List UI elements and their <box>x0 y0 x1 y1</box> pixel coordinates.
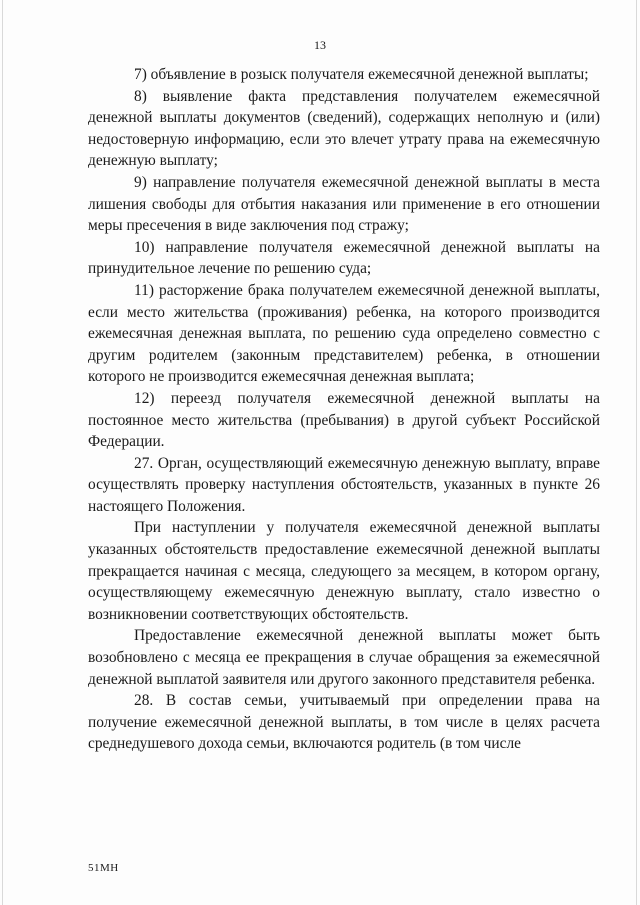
scan-edge-left <box>2 0 3 905</box>
paragraph-termination: При наступлении у получателя ежемесячной денежной выплаты указанных обстоятельств предоставление ежемесячной денежной выплаты прекращается начиная с месяца, следующего за месяцем, в котором органу, осуществляющему ежемесячную денежную выплату, стало известно о возникновении соответствующих обстоятельств. <box>88 519 600 623</box>
paragraph-item-8: 8) выявление факта представления получателем ежемесячной денежной выплаты документов (сведений), содержащих неполную и (или) недостоверную информацию, если это влечет утрату права на ежемесячную денежную выплату; <box>88 87 600 170</box>
paragraph-item-7: 7) объявление в розыск получателя ежемесячной денежной выплаты; <box>134 66 589 83</box>
footer-code: 51MH <box>88 862 119 874</box>
paragraph-clause-27: 27. Орган, осуществляющий ежемесячную денежную выплату, вправе осуществлять проверку наступления обстоятельств, указанных в пункте 26 настоящего Положения. <box>88 454 600 515</box>
paragraph-item-10: 10) направление получателя ежемесячной денежной выплаты на принудительное лечение по решению суда; <box>88 238 600 278</box>
paragraph-resumption: Предоставление ежемесячной денежной выплаты может быть возобновлено с месяца ее прекращения в случае обращения за ежемесячной денежной выплатой заявителя или другого законного представителя ребенка. <box>88 627 600 688</box>
paragraph-item-11: 11) расторжение брака получателем ежемесячной денежной выплаты, если место жительства (проживания) ребенка, на которого производится ежемесячная денежная выплата, по решению суда определено совместно с другим родителем (законным представителем) ребенка, в отношении которого не производится ежемесячная денежная выплата; <box>88 281 600 386</box>
paragraph-clause-28: 28. В состав семьи, учитываемый при определении права на получение ежемесячной денежной выплаты, в том числе в целях расчета среднедушевого дохода семьи, включаются родитель (в том числе <box>88 692 600 753</box>
scan-edge-right <box>636 0 637 905</box>
paragraph-item-12: 12) переезд получателя ежемесячной денежной выплаты на постоянное место жительства (пребывания) в другой субъект Российской Федерации. <box>88 389 600 451</box>
page-number: 13 <box>314 38 326 52</box>
paragraph-item-9: 9) направление получателя ежемесячной денежной выплаты в места лишения свободы для отбытия наказания или применение в его отношении меры пресечения в виде заключения под стражу; <box>88 173 600 235</box>
document-body <box>88 64 600 755</box>
